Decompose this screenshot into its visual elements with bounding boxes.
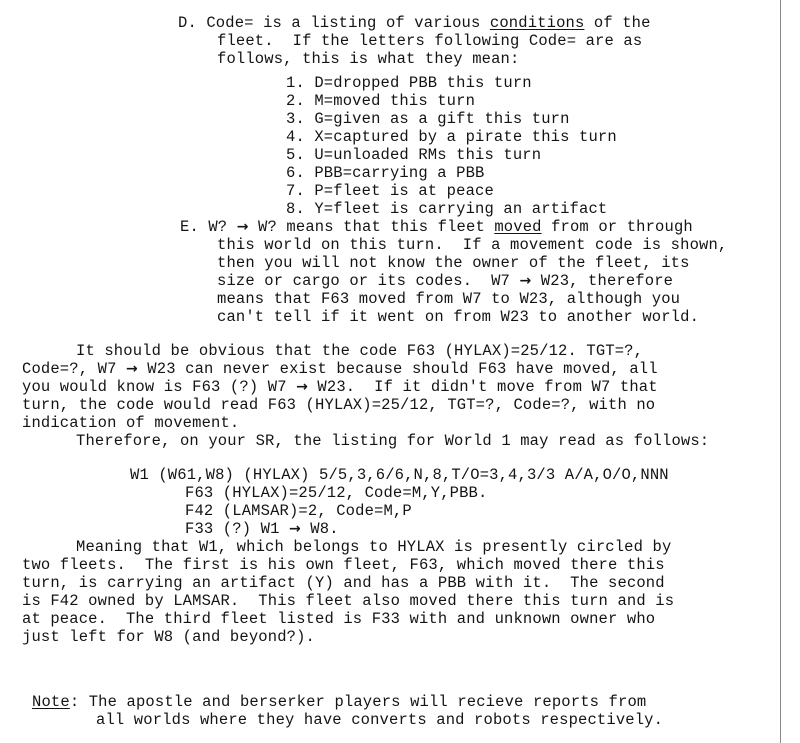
- code-item-1: 1. D=dropped PBB this turn: [286, 74, 532, 92]
- code-item-7: 7. P=fleet is at peace: [286, 182, 494, 200]
- note-label: Note: [32, 693, 70, 711]
- code-item-3: 3. G=given as a gift this turn: [286, 110, 570, 128]
- para-1-line-1: It should be obvious that the code F63 (HYLAX)=25/12. TGT=?,: [76, 342, 644, 360]
- para-1-line-3: you would know is F63 (?) W7 → W23. If it didn't move from W7 that: [22, 378, 658, 396]
- section-e-line-2: this world on this turn. If a movement code is shown,: [217, 236, 728, 254]
- note-line-1: Note: The apostle and berserker players will recieve reports from: [32, 693, 647, 711]
- section-e-line-4: size or cargo or its codes. W7 → W23, therefore: [217, 272, 674, 290]
- arrow-icon: →: [236, 219, 249, 235]
- para-2-line-2: two fleets. The first is his own fleet, F63, which moved there this: [22, 556, 665, 574]
- para-1-line-6: Therefore, on your SR, the listing for World 1 may read as follows:: [76, 432, 710, 450]
- para-2-line-1: Meaning that W1, which belongs to HYLAX is presently circled by: [76, 538, 672, 556]
- para-2-line-4: is F42 owned by LAMSAR. This fleet also moved there this turn and is: [22, 592, 675, 610]
- para-2-line-5: at peace. The third fleet listed is F33 with and unknown owner who: [22, 610, 656, 628]
- section-d-label: D.: [178, 14, 197, 32]
- arrow-icon: →: [125, 361, 138, 377]
- section-e-line-5: means that F63 moved from W7 to W23, although you: [217, 290, 681, 308]
- para-2-line-6: just left for W8 (and beyond?).: [22, 628, 315, 646]
- code-item-4: 4. X=captured by a pirate this turn: [286, 128, 617, 146]
- section-e-line-1: E. W? → W? means that this fleet moved from or through: [180, 218, 693, 236]
- arrow-icon: →: [296, 379, 308, 395]
- arrow-icon: →: [288, 521, 301, 537]
- para-1-line-2: Code=?, W7 → W23 can never exist because should F63 have moved, all: [22, 360, 658, 378]
- para-1-line-5: indication of movement.: [22, 414, 240, 432]
- code-item-5: 5. U=unloaded RMs this turn: [286, 146, 542, 164]
- section-e-line-6: can't tell if it went on from W23 to another world.: [217, 308, 700, 326]
- world-listing-line-1: W1 (W61,W8) (HYLAX) 5/5,3,6/6,N,8,T/O=3,4,3/3 A/A,O/O,NNN: [130, 466, 669, 484]
- code-item-6: 6. PBB=carrying a PBB: [286, 164, 485, 182]
- world-listing-line-3: F42 (LAMSAR)=2, Code=M,P: [185, 502, 412, 520]
- code-item-2: 2. M=moved this turn: [286, 92, 476, 110]
- para-1-line-4: turn, the code would read F63 (HYLAX)=25/12, TGT=?, Code=?, with no: [22, 396, 656, 414]
- underlined-conditions: conditions: [489, 14, 585, 32]
- world-listing-line-4: F33 (?) W1 → W8.: [185, 520, 339, 538]
- note-line-2: all worlds where they have converts and robots respectively.: [96, 711, 664, 729]
- arrow-icon: →: [519, 273, 532, 289]
- world-listing-line-2: F63 (HYLAX)=25/12, Code=M,Y,PBB.: [185, 484, 488, 502]
- para-2-line-3: turn, is carrying an artifact (Y) and has a PBB with it. The second: [22, 574, 665, 592]
- page-edge-rule: [780, 0, 781, 743]
- section-d-line-2: fleet. If the letters following Code= are as: [217, 32, 643, 50]
- section-e-label: E.: [180, 218, 199, 236]
- code-item-8: 8. Y=fleet is carrying an artifact: [286, 200, 608, 218]
- section-d-line-1: D. Code= is a listing of various conditions of the: [178, 14, 651, 32]
- section-e-line-3: then you will not know the owner of the fleet, its: [217, 254, 690, 272]
- section-d-line-3: follows, this is what they mean:: [217, 50, 520, 68]
- underlined-moved: moved: [494, 218, 542, 236]
